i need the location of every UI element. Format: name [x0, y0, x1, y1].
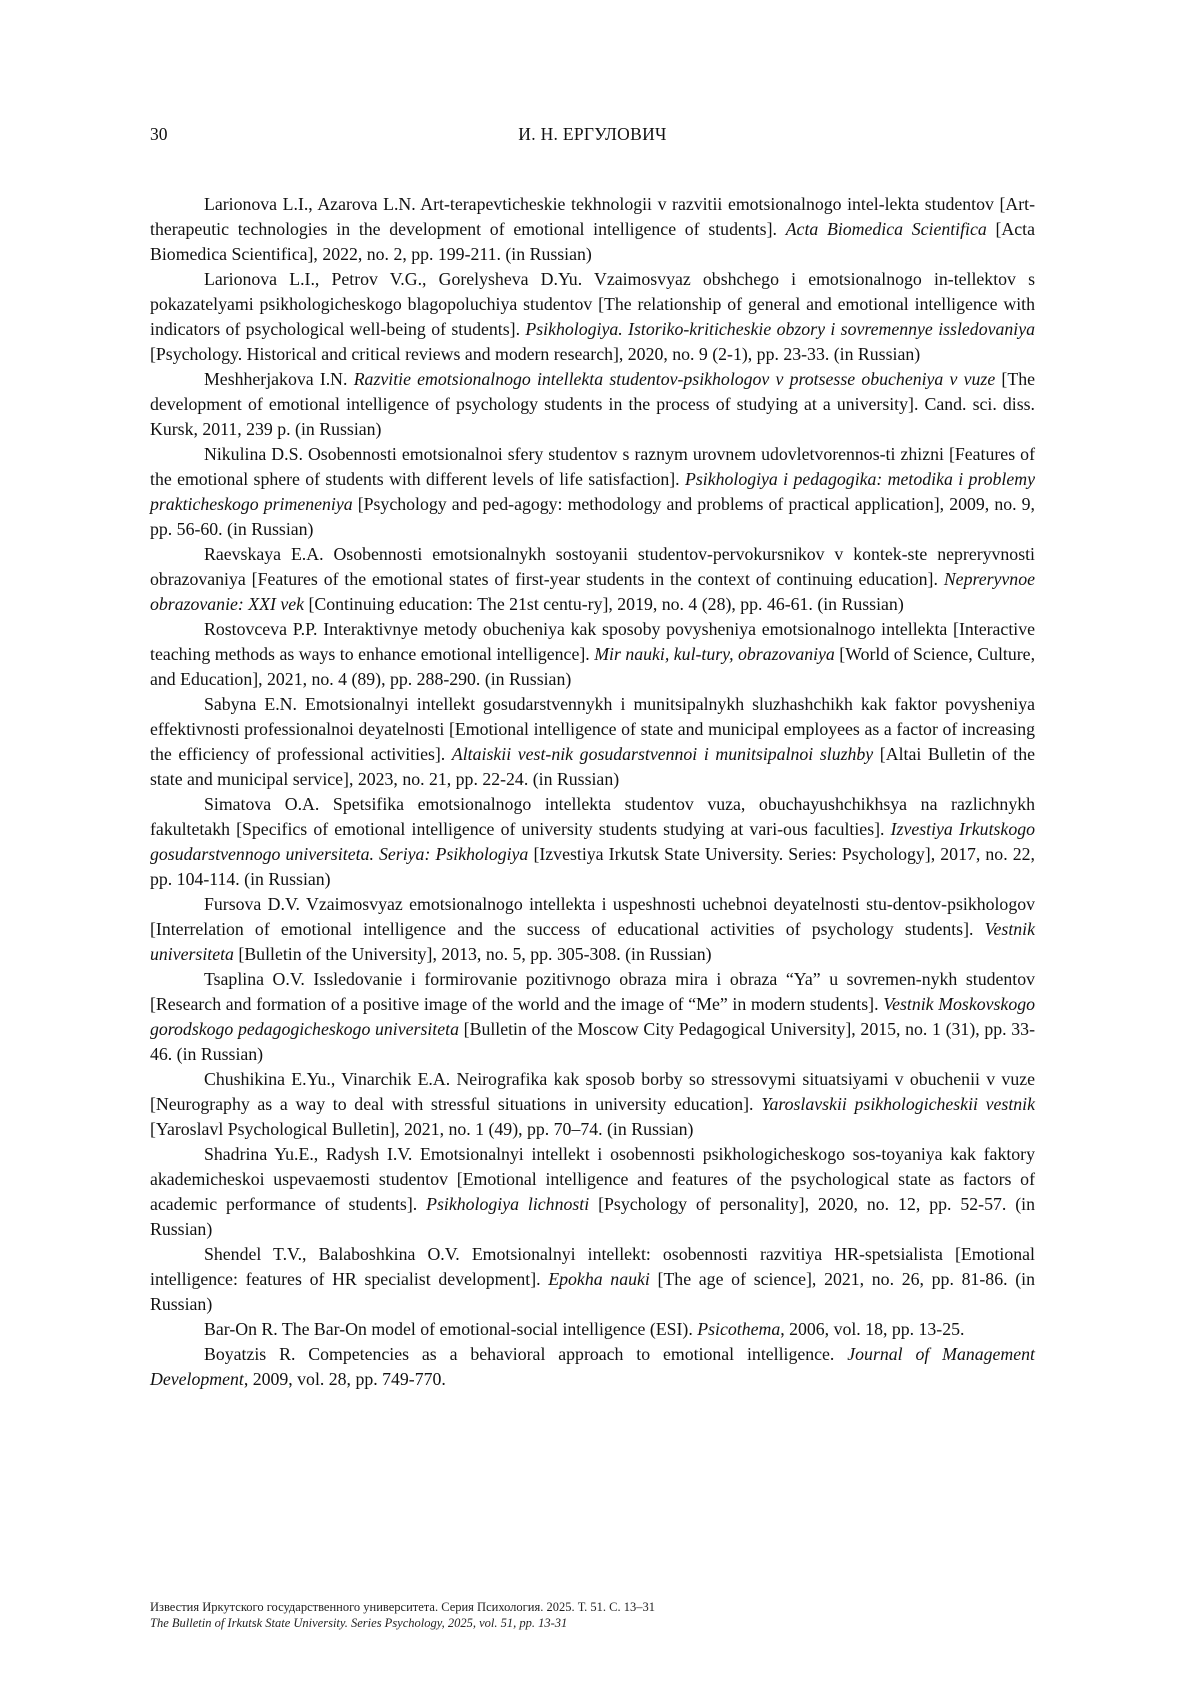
reference-larionova-petrov	[150, 267, 1035, 367]
reference-sabyna	[150, 692, 1035, 792]
reference-raevskaya	[150, 542, 1035, 617]
reference-source-title: Journal of Management Development	[150, 1344, 1035, 1389]
footer-citation-en: The Bulletin of Irkutsk State University. Series Psychology, 2025, vol. 51, pp. 13-31	[150, 1616, 568, 1630]
reference-source-title: Razvitie emotsionalnogo intellekta studentov-psikhologov v protsesse obucheniya v vuze	[353, 369, 996, 389]
reference-source-title: Izvestiya Irkutskogo gosudarstvennogo universiteta. Seriya: Psikhologiya	[150, 819, 1035, 864]
reference-fursova	[150, 892, 1035, 967]
reference-source-title: Mir nauki, kul-tury, obrazovaniya	[594, 644, 835, 664]
reference-source-title: Altaiskii vest-nik gosudarstvennoi i munitsipalnoi sluzhby	[451, 744, 874, 764]
reference-source-title: Vestnik universiteta	[150, 919, 1035, 964]
running-header-author: И. Н. ЕРГУЛОВИЧ	[518, 124, 667, 144]
reference-rostovceva	[150, 617, 1035, 692]
reference-text: Simatova O.A. Spetsifika emotsionalnogo intellekta studentov vuza, obuchayushchikhsya na razlichnykh fakultetakh [Specifics of emotional intelligence of university students studying at vari-ous faculties].	[150, 794, 1035, 839]
reference-text: Rostovceva P.P. Interaktivnye metody obucheniya kak sposoby povysheniya emotsionalnogo intellekta [Interactive teaching methods as ways to enhance emotional intelligence].	[150, 619, 1035, 664]
reference-text: Shendel T.V., Balaboshkina O.V. Emotsionalnyi intellekt: osobennosti razvitiya HR-​spetsialista [Emotional intelligence: features of HR specialist development].	[150, 1244, 1035, 1289]
running-header	[150, 124, 1035, 152]
reference-text: Larionova L.I., Petrov V.G., Gorelysheva D.Yu. Vzaimosvyaz obshchego i emotsionalnogo in-tellektov s pokazatelyami psikhologicheskogo blagopoluchiya studentov [The relationship of general and emotional intelligence with indicators of psychological well-being of students].	[150, 269, 1035, 339]
reference-text: [Psychology of personality], 2020, no. 12, pp. 52-57. (in Russian)	[150, 1194, 1035, 1239]
reference-text: , 2009, vol. 28, pp. 749-770.	[243, 1369, 446, 1389]
reference-source-title: Psikhologiya lichnosti	[426, 1194, 590, 1214]
reference-text: [The age of science], 2021, no. 26, pp. 81-86. (in Russian)	[150, 1269, 1035, 1314]
reference-text: , 2006, vol. 18, pp. 13-25.	[780, 1319, 965, 1339]
reference-shadrina	[150, 1142, 1035, 1242]
reference-text: [Altai Bulletin of the state and municipal service], 2023, no. 21, pp. 22-24. (in Russian)	[150, 744, 1035, 789]
reference-text: Tsaplina O.V. Issledovanie i formirovanie pozitivnogo obraza mira i obraza “Ya” u sovremen-nykh studentov [Research and formation of a positive image of the world and the image of “Me” in modern students].	[150, 969, 1035, 1014]
reference-source-title: Nepreryvnoe obrazovanie: XXI vek	[150, 569, 1035, 614]
reference-text: Raevskaya E.A. Osobennosti emotsionalnykh sostoyanii studentov-pervokursnikov v kontek-ste nepreryvnosti obrazovaniya [Features of the emotional states of first-year students in the context of continuing education].	[150, 544, 1035, 589]
reference-text: [Continuing education: The 21st centu-ry], 2019, no. 4 (28), pp. 46-61. (in Russian)	[304, 594, 904, 614]
reference-source-title: Acta Biomedica Scientifica	[785, 219, 987, 239]
reference-text: [Yaroslavl Psychological Bulletin], 2021, no. 1 (49), pp. 70–​74. (in Russian)	[150, 1119, 694, 1139]
reference-simatova	[150, 792, 1035, 892]
reference-list	[150, 192, 1035, 1392]
reference-text: [World of Science, Culture, and Education], 2021, no. 4 (89), pp. 288-290. (in Russian)	[150, 644, 1036, 689]
reference-larionova-azarova	[150, 192, 1035, 267]
reference-tsaplina	[150, 967, 1035, 1067]
reference-source-title: Psicothema	[697, 1319, 781, 1339]
reference-source-title: Yaroslavskii psikhologicheskii vestnik	[761, 1094, 1036, 1114]
reference-text: [Psychology and ped-agogy: methodology and problems of practical application], 2009, no. 9, pp. 56-60. (in Russian)	[150, 494, 1035, 539]
page-number: 30	[150, 124, 168, 144]
reference-boyatzis	[150, 1342, 1035, 1392]
reference-text: [The development of emotional intelligence of psychology students in the process of studying at a university]. Cand. sci. diss. Kursk, 2011, 239 p. (in Russian)	[150, 369, 1035, 439]
journal-footer	[150, 1599, 1035, 1631]
reference-text: [Bulletin of the Moscow City Pedagogical University], 2015, no. 1 (31), pp. 33-46. (in Russian)	[150, 1019, 1035, 1064]
reference-shendel	[150, 1242, 1035, 1317]
reference-meshherjakova	[150, 367, 1035, 442]
reference-text: Bar-On R. The Bar-On model of emotional-social intelligence (ESI).	[204, 1319, 698, 1339]
reference-text: Nikulina D.S. Osobennosti emotsionalnoi sfery studentov s raznym urovnem udovletvorennos-ti zhizni [Features of the emotional sphere of students with different levels of life satisfaction].	[150, 444, 1035, 489]
reference-text: Boyatzis R. Competencies as a behavioral approach to emotional intelligence.	[204, 1344, 848, 1364]
reference-text: Meshherjakova I.N.	[204, 369, 354, 389]
reference-text: [Bulletin of the University], 2013, no. 5, pp. 305-308. (in Russian)	[233, 944, 712, 964]
reference-text: [Psychology. Historical and critical reviews and modern research], 2020, no. 9 (2-1), pp. 23-33. (in Russian)	[150, 344, 921, 364]
footer-citation-ru: Известия Иркутского государственного университета. Серия Психология. 2025. Т. 51. С. 13–31	[150, 1600, 655, 1614]
reference-text: Sabyna E.N. Emotsionalnyi intellekt gosudarstvennykh i munitsipalnykh sluzhashchikh kak faktor povysheniya effektivnosti professionalnoi deyatelnosti [Emotional intelligence of state and municipal employees as a factor of increasing the efficiency of professional activities].	[150, 694, 1035, 764]
reference-text: [Izvestiya Irkutsk State University. Series: Psychology], 2017, no. 22, pp. 104-114. (in Russian)	[150, 844, 1035, 889]
reference-chushikina	[150, 1067, 1035, 1142]
reference-text: Chushikina E.Yu., Vinarchik E.A. Neirografika kak sposob borby so stressovymi situatsiyami v obuchenii v vuze [Neurography as a way to deal with stressful situations in university education].	[150, 1069, 1035, 1114]
reference-text: [Acta Biomedica Scientifica], 2022, no. 2, pp. 199-211. (in Russian)	[150, 219, 1035, 264]
reference-text: Shadrina Yu.E., Radysh I.V. Emotsionalnyi intellekt i osobennosti psikhologicheskogo sos-toyaniya kak faktory akademicheskoi uspevaemosti studentov [Emotional intelligence and features of the psychological state as factors of academic performance of students].	[150, 1144, 1035, 1214]
reference-source-title: Psikhologiya i pedagogika: metodika i problemy prakticheskogo primeneniya	[150, 469, 1035, 514]
reference-bar-on	[150, 1317, 1035, 1342]
reference-nikulina	[150, 442, 1035, 542]
reference-text: Larionova L.I., Azarova L.N. Art-terapevticheskie tekhnologii v razvitii emotsionalnogo intel-lekta studentov [Art-therapeutic technologies in the development of emotional intelligence of students].	[150, 194, 1035, 239]
reference-source-title: Psikhologiya. Istoriko-kriticheskie obzory i sovremennye issledovaniya	[525, 319, 1035, 339]
reference-source-title: Epokha nauki	[548, 1269, 650, 1289]
reference-source-title: Vestnik Moskovskogo gorodskogo pedagogicheskogo universiteta	[150, 994, 1035, 1039]
reference-text: Fursova D.V. Vzaimosvyaz emotsionalnogo intellekta i uspeshnosti uchebnoi deyatelnosti stu-dentov-psikhologov [Interrelation of emotional intelligence and the success of educational activities of psychology students].	[150, 894, 1035, 939]
